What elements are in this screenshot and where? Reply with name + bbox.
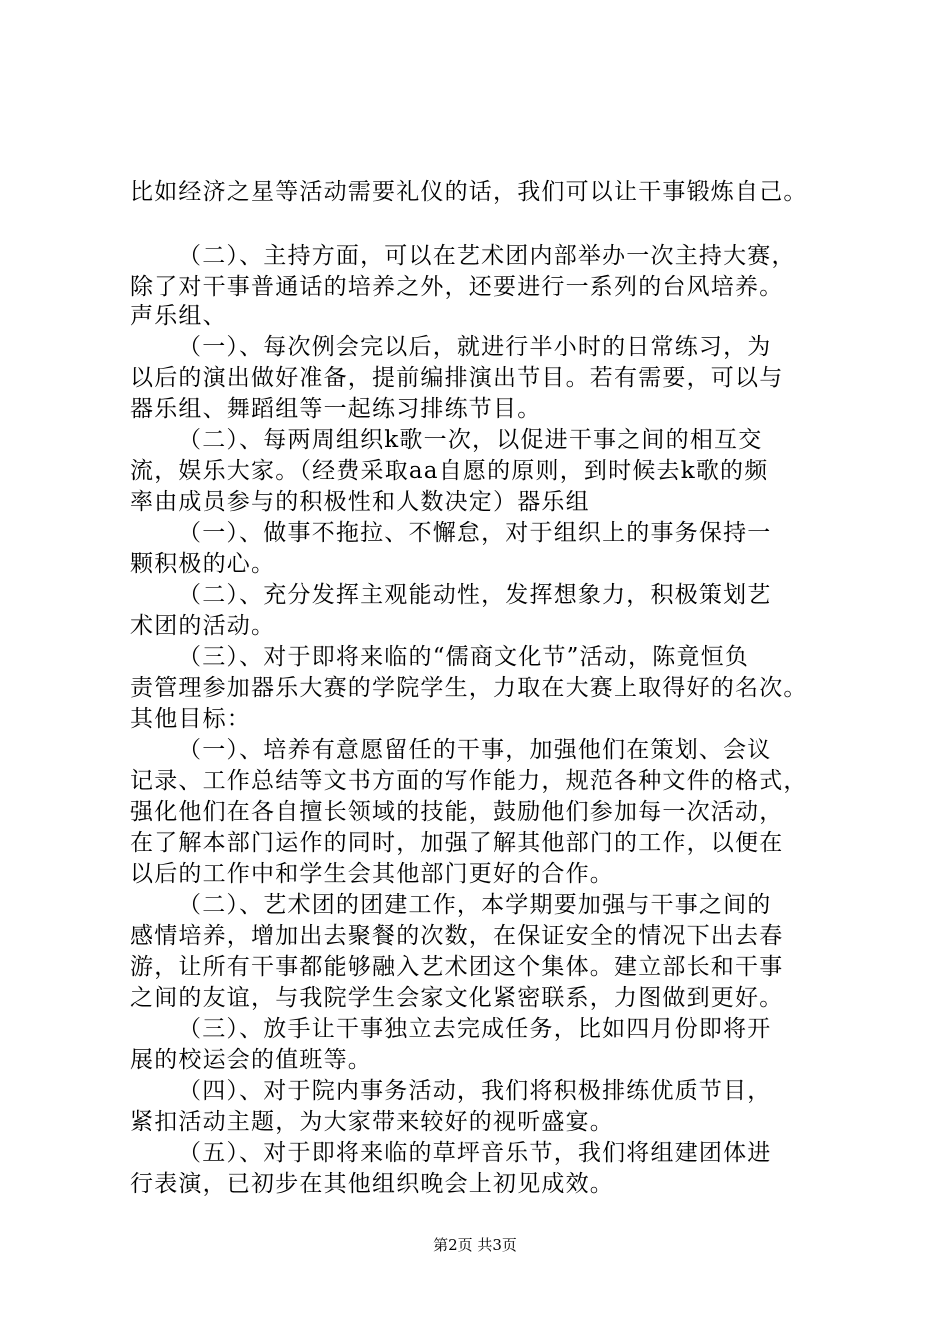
text-line: 颗积极的心。 [130, 551, 276, 577]
text-line: 展的校运会的值班等。 [130, 1047, 372, 1073]
text-line: 器乐组、舞蹈组等一起练习排练节目。 [130, 396, 542, 422]
text-line: （二）、艺术团的团建工作，本学期要加强与干事之间的 [178, 892, 772, 918]
text-line: 以后的演出做好准备，提前编排演出节目。若有需要，可以与 [130, 365, 784, 391]
text-line: 感情培养，增加出去聚餐的次数，在保证安全的情况下出去春 [130, 923, 784, 949]
text-line: 在了解本部门运作的同时，加强了解其他部门的工作，以便在 [130, 830, 784, 856]
text-line: （三）、对于即将来临的“儒商文化节”活动，陈竟恒负 [178, 644, 750, 670]
text-line: 术团的活动。 [130, 613, 276, 639]
text-line: （四）、对于院内事务活动，我们将积极排练优质节目， [178, 1078, 772, 1104]
text-line: 责管理参加器乐大赛的学院学生，力取在大赛上取得好的名次。 [130, 675, 808, 701]
text-line: 强化他们在各自擅长领域的技能，鼓励他们参加每一次活动， [130, 799, 784, 825]
text-line: 游，让所有干事都能够融入艺术团这个集体。建立部长和干事 [130, 954, 784, 980]
text-line: （二）、主持方面，可以在艺术团内部举办一次主持大赛， [178, 243, 796, 269]
text-line: 流，娱乐大家。（经费采取aa自愿的原则，到时候去k歌的频 [130, 458, 769, 484]
text-line: 除了对干事普通话的培养之外，还要进行一系列的台风培养。 [130, 274, 784, 300]
text-line: （五）、对于即将来临的草坪音乐节，我们将组建团体进 [178, 1140, 772, 1166]
text-line: 率由成员参与的积极性和人数决定）器乐组 [130, 489, 590, 515]
text-line: （三）、放手让干事独立去完成任务，比如四月份即将开 [178, 1016, 772, 1042]
text-line: 行表演，已初步在其他组织晚会上初见成效。 [130, 1171, 614, 1197]
text-line: （一）、培养有意愿留任的干事，加强他们在策划、会议 [178, 737, 772, 763]
section-heading: 声乐组、 [130, 303, 227, 329]
text-line: 以后的工作中和学生会其他部门更好的合作。 [130, 861, 614, 887]
text-line: 之间的友谊，与我院学生会家文化紧密联系，力图做到更好。 [130, 985, 784, 1011]
section-heading: 其他目标： [130, 706, 251, 732]
page-number-footer: 第2页 共3页 [433, 1236, 517, 1254]
text-line: 比如经济之星等活动需要礼仪的话，我们可以让干事锻炼自己。 [130, 179, 808, 205]
text-line: （一）、每次例会完以后，就进行半小时的日常练习，为 [178, 334, 772, 360]
text-line: （一）、做事不拖拉、不懈怠，对于组织上的事务保持一 [178, 520, 772, 546]
text-line: （二）、充分发挥主观能动性，发挥想象力，积极策划艺 [178, 582, 772, 608]
text-line: 紧扣活动主题，为大家带来较好的视听盛宴。 [130, 1109, 614, 1135]
text-line: 记录、工作总结等文书方面的写作能力，规范各种文件的格式， [130, 768, 808, 794]
text-line: （二）、每两周组织k歌一次，以促进干事之间的相互交 [178, 427, 763, 453]
